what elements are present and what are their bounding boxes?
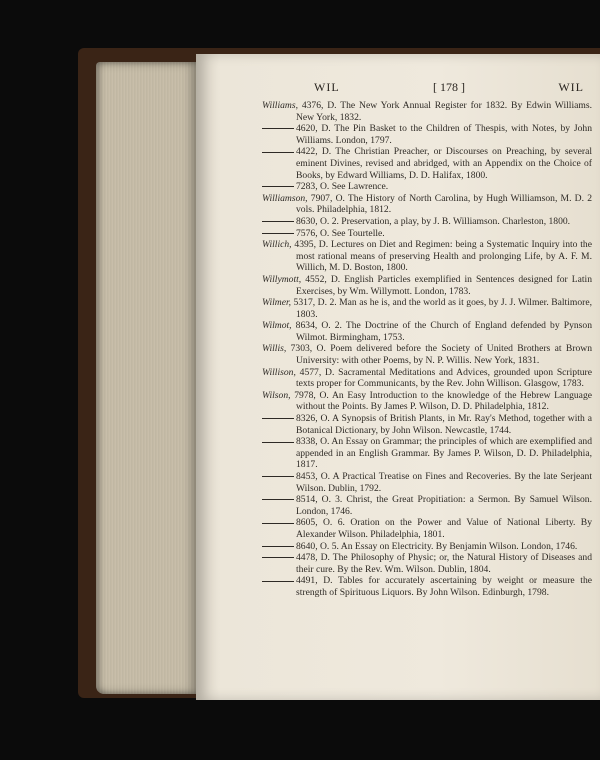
catalog-entry: 8630, O. 2. Preservation, a play, by J. B. Williamson. Charleston, 1800.	[262, 216, 592, 228]
catalog-entry: 4620, D. The Pin Basket to the Children of Thespis, with Notes, by John Williams. London, 1797.	[262, 123, 592, 146]
catalog-entry: Williamson, 7907, O. The History of North Carolina, by Hugh Williamson, M. D. 2 vols. Philadelphia, 1812.	[262, 192, 592, 216]
catalog-entry: Willison, 4577, D. Sacramental Meditations and Advices, grounded upon Scripture texts proper for Communicants, by the Rev. John Willison. Glasgow, 1783.	[262, 366, 592, 390]
catalog-entry: 4491, D. Tables for accurately ascertaining by weight or measure the strength of Spirituous Liquors. By John Wilson. Edinburgh, 1798.	[262, 575, 592, 598]
ditto-dash	[262, 233, 294, 234]
catalog-entry: Williams, 4376, D. The New York Annual Register for 1832. By Edwin Williams. New York, 1832.	[262, 100, 592, 123]
catalog-entry: 4478, D. The Philosophy of Physic; or, the Natural History of Diseases and their cure. By the Rev. Wm. Wilson. Dublin, 1804.	[262, 552, 592, 575]
header-right: WIL	[558, 80, 584, 94]
book-page	[196, 54, 600, 700]
running-header	[314, 80, 584, 96]
catalog-entry: Wilmer, 5317, D. 2. Man as he is, and the world as it goes, by J. J. Wilmer. Baltimore, 1803.	[262, 297, 592, 320]
catalog-entry: Wilson, 7978, O. An Easy Introduction to the knowledge of the Hebrew Language without the Points. By James P. Wilson, D. D. Philadelphia, 1812.	[262, 389, 592, 413]
catalog-entry: 8640, O. 5. An Essay on Electricity. By Benjamin Wilson. London, 1746.	[262, 541, 592, 553]
catalog-entry: 4422, D. The Christian Preacher, or Discourses on Preaching, by several eminent Divines, revised and abridged, with an Appendix on the Choice of Books, by Edward Williams, D. D. Halifax, 1800.	[262, 146, 592, 181]
catalog-entry: 8338, O. An Essay on Grammar; the principles of which are exemplified and appended in an English Grammar. By James P. Wilson, D. D. Philadelphia, 1817.	[262, 436, 592, 471]
catalog-entry: 8605, O. 6. Oration on the Power and Value of National Liberty. By Alexander Wilson. Philadelphia, 1801.	[262, 517, 592, 540]
ditto-dash	[262, 186, 294, 187]
catalog-entry: 8326, O. A Synopsis of British Plants, in Mr. Ray's Method, together with a Botanical Dictionary, by John Wilson. Newcastle, 1744.	[262, 413, 592, 436]
catalog-entry: Willymott, 4552, D. English Particles exemplified in Sentences designed for Latin Exercises, by Wm. Willymott. London, 1783.	[262, 273, 592, 297]
ditto-dash	[262, 557, 294, 558]
catalog-entry: Wilmot, 8634, O. 2. The Doctrine of the Church of England defended by Pynson Wilmot. Birmingham, 1753.	[262, 320, 592, 343]
ditto-dash	[262, 581, 294, 582]
ditto-dash	[262, 546, 294, 547]
ditto-dash	[262, 442, 294, 443]
ditto-dash	[262, 476, 294, 477]
catalog-entry: Willich, 4395, D. Lectures on Diet and Regimen: being a Systematic Inquiry into the most rational means of preserving Health and prolonging Life, by A. F. M. Willich, M. D. Boston, 1800.	[262, 239, 592, 274]
page-number: [ 178 ]	[433, 80, 465, 94]
page-edges	[96, 62, 198, 694]
catalog-entry: 7576, O. See Tourtelle.	[262, 228, 592, 240]
header-left: WIL	[314, 80, 340, 94]
catalog-entry: 8514, O. 3. Christ, the Great Propitiation: a Sermon. By Samuel Wilson. London, 1746.	[262, 494, 592, 517]
ditto-dash	[262, 152, 294, 153]
ditto-dash	[262, 418, 294, 419]
catalog-entry: 8453, O. A Practical Treatise on Fines and Recoveries. By the late Serjeant Wilson. Dublin, 1792.	[262, 471, 592, 494]
ditto-dash	[262, 128, 294, 129]
ditto-dash	[262, 499, 294, 500]
ditto-dash	[262, 221, 294, 222]
catalog-entries	[262, 100, 592, 599]
catalog-entry: Willis, 7303, O. Poem delivered before the Society of United Brothers at Brown University: with other Poems, by N. P. Willis. New York, 1831.	[262, 343, 592, 367]
ditto-dash	[262, 523, 294, 524]
catalog-entry: 7283, O. See Lawrence.	[262, 181, 592, 193]
